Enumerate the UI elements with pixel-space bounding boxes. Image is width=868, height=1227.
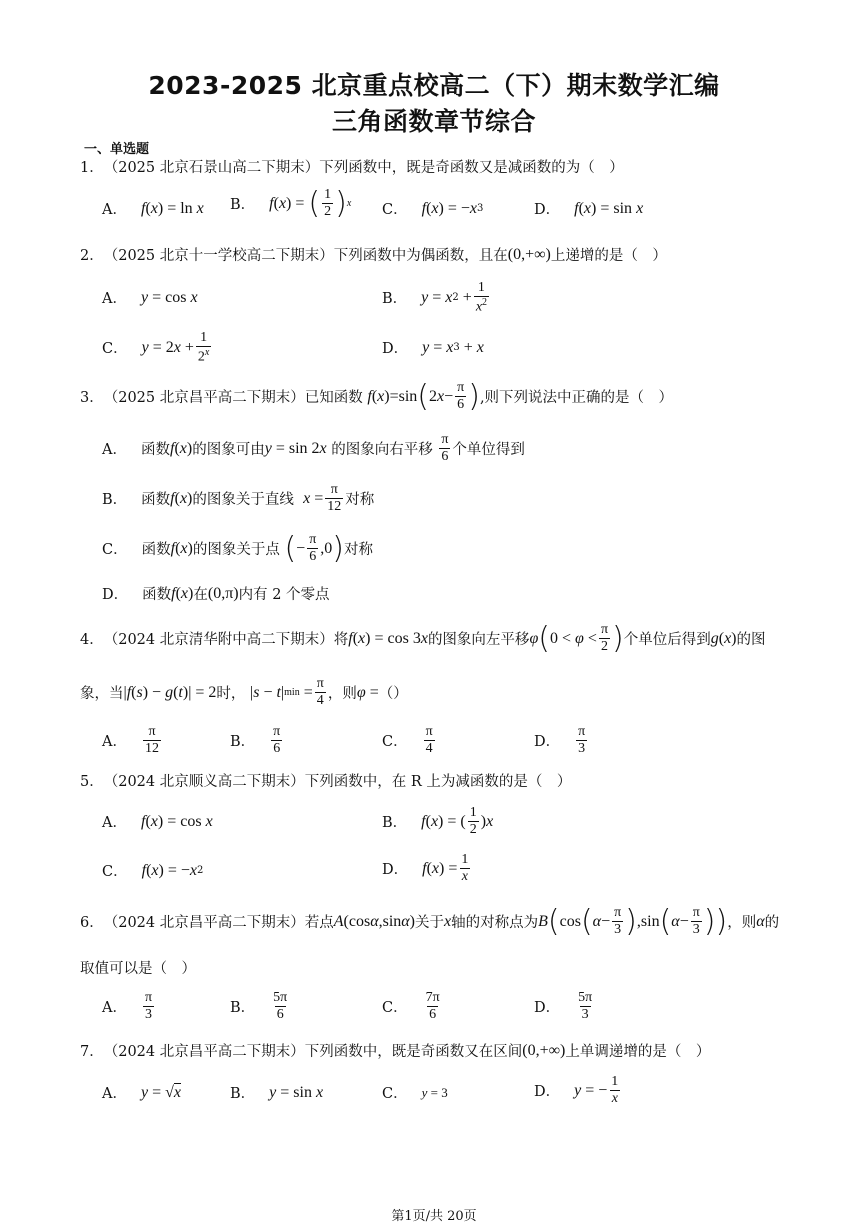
q1-option-c: C． f ( x ) = − x 3 xyxy=(382,199,484,218)
question-7: 7． （2024 北京昌平高二下期末） 下列函数中，既是奇函数又在区间 (0,+∞) 上单调递增的是（ ） xyxy=(80,1041,711,1060)
document-title: 2023-2025 北京重点校高二（下）期末数学汇编 xyxy=(148,71,720,100)
q7-option-a: A． y = √ x xyxy=(102,1083,182,1102)
question-5: 5． （2024 北京顺义高二下期末） 下列函数中，在 R 上为减函数的是（ ） xyxy=(80,774,572,790)
q2-option-d: D． y = x 3 + x xyxy=(382,338,484,357)
q1-option-b: B． f ( x ) = ( $\frac{1}{2}$ ) x xyxy=(230,185,352,221)
q6-option-c: C． $\frac{7\pi}{6}$ xyxy=(382,990,440,1023)
q2-option-a: A． y = cos x xyxy=(102,288,198,307)
q6-option-d: D． $\frac{5\pi}{3}$ xyxy=(534,990,593,1023)
q2-option-b: B． y = x 2 + $\frac{1}{x^2}$ xyxy=(382,280,488,315)
q2-option-c: C． y = 2 x + $\frac{1}{2^x}$ xyxy=(102,330,210,365)
question-6-line2: 取值可以是（ ） xyxy=(80,961,196,977)
q4-option-b: B． $\frac{\pi}{6}$ xyxy=(230,724,281,757)
question-2: 2． （2025 北京十一学校高二下期末） 下列函数中为偶函数，且在 (0,+∞) 上递增的是（ ） xyxy=(80,245,667,264)
q5-option-b: B． f ( x ) = ( $\frac{1}{2}$ ) x xyxy=(382,805,494,838)
page-number: 第1页/共 20页 xyxy=(391,1209,477,1224)
q7-option-c: C． y = 3 xyxy=(382,1084,448,1102)
q3-option-d: D． 函数 f ( x ) 在 (0,π) 内有 2 个零点 xyxy=(102,584,330,603)
q4-option-d: D． $\frac{\pi}{3}$ xyxy=(534,724,586,757)
q4-option-a: A． $\frac{\pi}{12}$ xyxy=(102,724,159,757)
q3-option-a: A． 函数 f ( x ) 的图象可由 y = sin 2 x 的图象向右平移 $\frac{\pi}{6}$ 个单位得到 xyxy=(102,432,525,465)
q5-option-c: C． f ( x ) = − x 2 xyxy=(102,861,204,880)
question-3: 3． （2025 北京昌平高二下期末） 已知函数 f ( x )=sin ( 2 x − $\frac{\pi}{6}$ ) ,则下列说法中正确的是（ ） xyxy=(80,378,674,414)
question-4-line2: 象，当 | f ( s ) − g ( t )| = 2 时， | s − t | min = $\frac{\pi}{4}$ ，则 φ = （） xyxy=(80,676,408,709)
q7-option-b: B． y = sin x xyxy=(230,1083,324,1102)
q6-option-b: B． $\frac{5\pi}{6}$ xyxy=(230,990,288,1023)
q5-option-a: A． f ( x ) = cos x xyxy=(102,812,213,831)
question-6: 6． （2024 北京昌平高二下期末） 若点 A (cos α ,sin α ) 关于 x 轴的对称点为 B ( cos ( α − $\frac{\pi}{3}$ ) ,sin ( α − $\frac{\pi}{3}$ ) ) ，则 α 的 xyxy=(80,903,780,939)
question-1: 1． （2025 北京石景山高二下期末） 下列函数中，既是奇函数又是减函数的为（ ） xyxy=(80,160,624,176)
q3-option-b: B． 函数 f ( x ) 的图象关于直线 x = $\frac{\pi}{12}$ 对称 xyxy=(102,482,375,515)
q6-option-a: A． $\frac{\pi}{3}$ xyxy=(102,990,153,1023)
q5-option-d: D． f ( x ) = $\frac{1}{x}$ xyxy=(382,852,469,885)
section-heading: 一、单选题 xyxy=(84,142,150,157)
q4-option-c: C． $\frac{\pi}{4}$ xyxy=(382,724,433,757)
document-subtitle: 三角函数章节综合 xyxy=(331,107,536,136)
q7-option-d: D． y = − $\frac{1}{x}$ xyxy=(534,1074,619,1107)
q3-option-c: C． 函数 f ( x ) 的图象关于点 ( − $\frac{\pi}{6}$ ,0 ) 对称 xyxy=(102,530,373,566)
q1-option-a: A． f ( x ) = ln x xyxy=(102,199,204,218)
question-4: 4． （2024 北京清华附中高二下期末） 将 f ( x ) = cos 3 x 的图象向左平移 φ ( 0 < φ < $\frac{\pi}{2}$ ) 个单位后得到 g ( x ) 的图 xyxy=(80,620,766,656)
q1-option-d: D． f ( x ) = sin x xyxy=(534,199,644,218)
